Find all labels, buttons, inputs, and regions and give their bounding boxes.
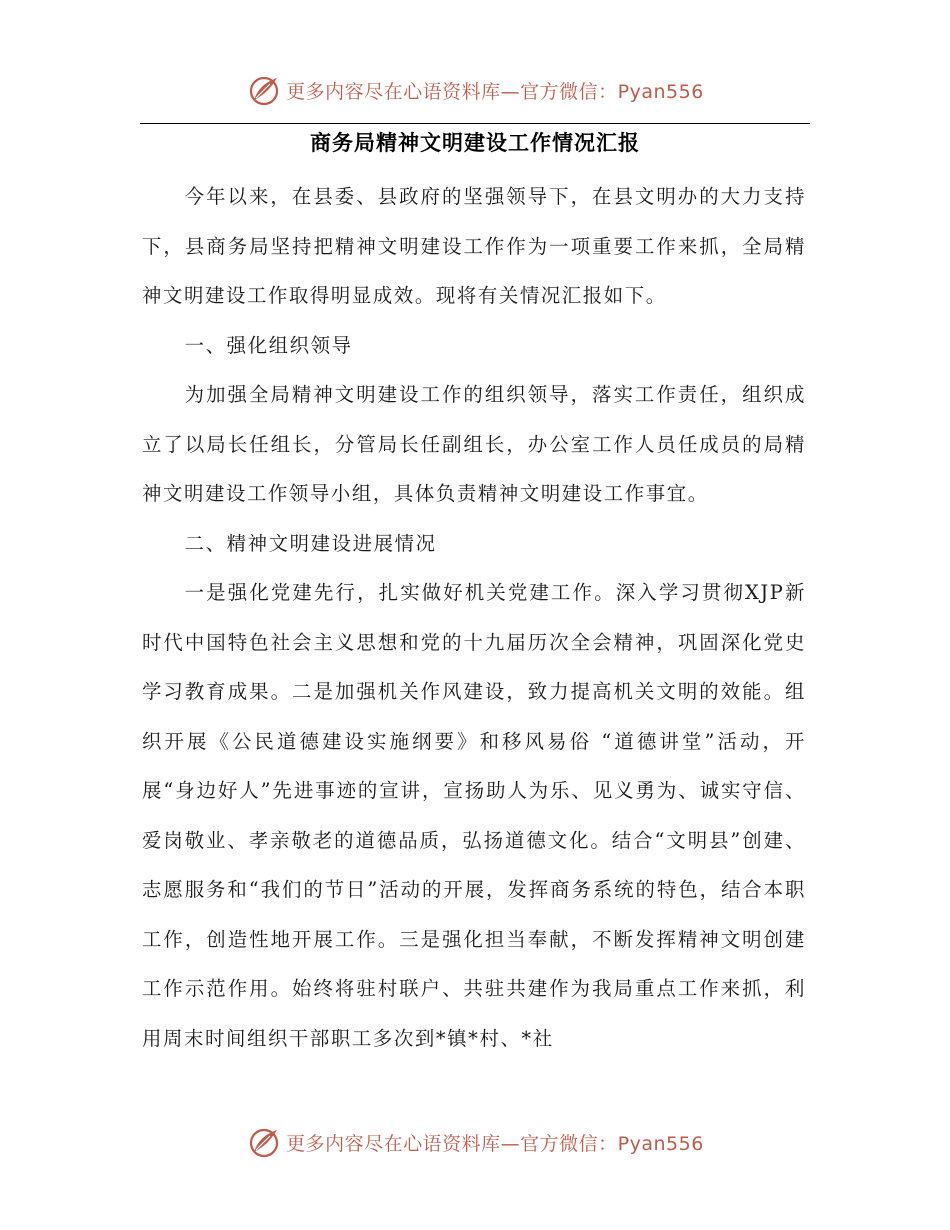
section-heading-2: 二、精神文明建设进展情况 — [184, 531, 437, 555]
header-banner — [0, 70, 950, 110]
leaf-logo-icon — [246, 1124, 282, 1160]
paragraph-organization: 为加强全局精神文明建设工作的组织领导，落实工作责任，组织成立了以局长任组长，分管局长任副组长，办公室工作人员任成员的局精神文明建设工作领导小组，具体负责精神文明建设工作事宜。 — [142, 383, 806, 505]
document-body — [142, 172, 806, 1063]
banner-text: 更多内容尽在心语资料库—官方微信：Pyan556 — [286, 80, 704, 103]
header-divider — [140, 123, 810, 124]
footer-banner — [0, 1122, 950, 1162]
paragraph-intro: 今年以来，在县委、县政府的坚强领导下，在县文明办的大力支持下，县商务局坚持把精神文明建设工作作为一项重要工作来抓，全局精神文明建设工作取得明显成效。现将有关情况汇报如下。 — [142, 185, 806, 307]
banner-text: 更多内容尽在心语资料库—官方微信：Pyan556 — [286, 1132, 704, 1155]
section-heading-1: 一、强化组织领导 — [184, 333, 353, 357]
leaf-logo-icon — [246, 72, 282, 108]
paragraph-progress: 一是强化党建先行，扎实做好机关党建工作。深入学习贯彻XJP新时代中国特色社会主义思想和党的十九届历次全会精神，巩固深化党史学习教育成果。二是加强机关作风建设，致力提高机关文明的效能。组织开展《公民道德建设实施纲要》和移风易俗 “道德讲堂”活动，开展“身边好人”先进事迹的宣讲，宣扬助人为乐、见义勇为、诚实守信、爱岗敬业、孝亲敬老的道德品质，弘扬道德文化。结合“文明县”创建、志愿服务和“我们的节日”活动的开展，发挥商务系统的特色，结合本职工作，创造性地开展工作。三是强化担当奉献，不断发挥精神文明创建工作示范作用。始终将驻村联户、共驻共建作为我局重点工作来抓，利用周末时间组织干部职工多次到*镇*村、*社 — [142, 581, 806, 1050]
document-title: 商务局精神文明建设工作情况汇报 — [310, 130, 640, 155]
